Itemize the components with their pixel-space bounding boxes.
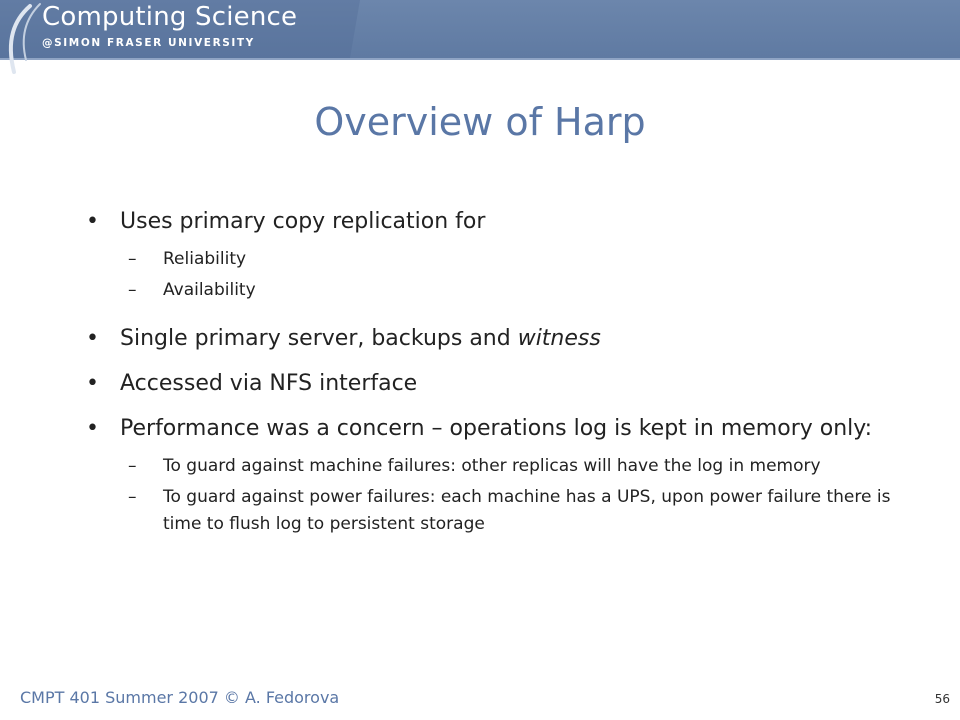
logo-subtitle: @SIMON FRASER UNIVERSITY [42, 37, 255, 49]
page-number: 56 [934, 692, 950, 706]
slide-content [86, 205, 906, 546]
sub-bullet-item [86, 246, 906, 273]
footer-course: CMPT 401 Summer 2007 © A. Fedorova [20, 688, 340, 707]
logo [0, 0, 360, 80]
sub-bullet-text: Reliability [163, 249, 247, 269]
bullet-item [86, 205, 906, 238]
bullet-item [86, 412, 906, 445]
slide-title: Overview of Harp [314, 100, 646, 144]
bullet-glyph: • [86, 209, 99, 234]
bullet-glyph: • [86, 326, 99, 351]
bullet-text: Performance was a concern – operations log is kept in memory only: [120, 416, 873, 441]
sub-bullet-text: To guard against power failures: each machine has a UPS, upon power failure there is time to flush log to persistent storage [163, 487, 891, 534]
dash-glyph: – [128, 249, 137, 269]
sub-bullet-item [86, 277, 906, 304]
bullet-text-italic: witness [517, 326, 601, 351]
bullet-text: Single primary server, backups and [120, 326, 518, 351]
bullet-glyph: • [86, 371, 99, 396]
bullet-item [86, 322, 906, 355]
logo-title: Computing Science [42, 2, 298, 32]
sub-bullet-item [86, 453, 906, 480]
bullet-text: Accessed via NFS interface [120, 371, 418, 396]
bullet-glyph: • [86, 416, 99, 441]
sub-bullet-text: Availability [163, 280, 256, 300]
sub-bullet-item [86, 484, 906, 538]
bullet-text: Uses primary copy replication for [120, 209, 486, 234]
dash-glyph: – [128, 456, 137, 476]
dash-glyph: – [128, 280, 137, 300]
sub-bullet-text: To guard against machine failures: other replicas will have the log in memory [163, 456, 821, 476]
bullet-item [86, 367, 906, 400]
dash-glyph: – [128, 487, 137, 507]
